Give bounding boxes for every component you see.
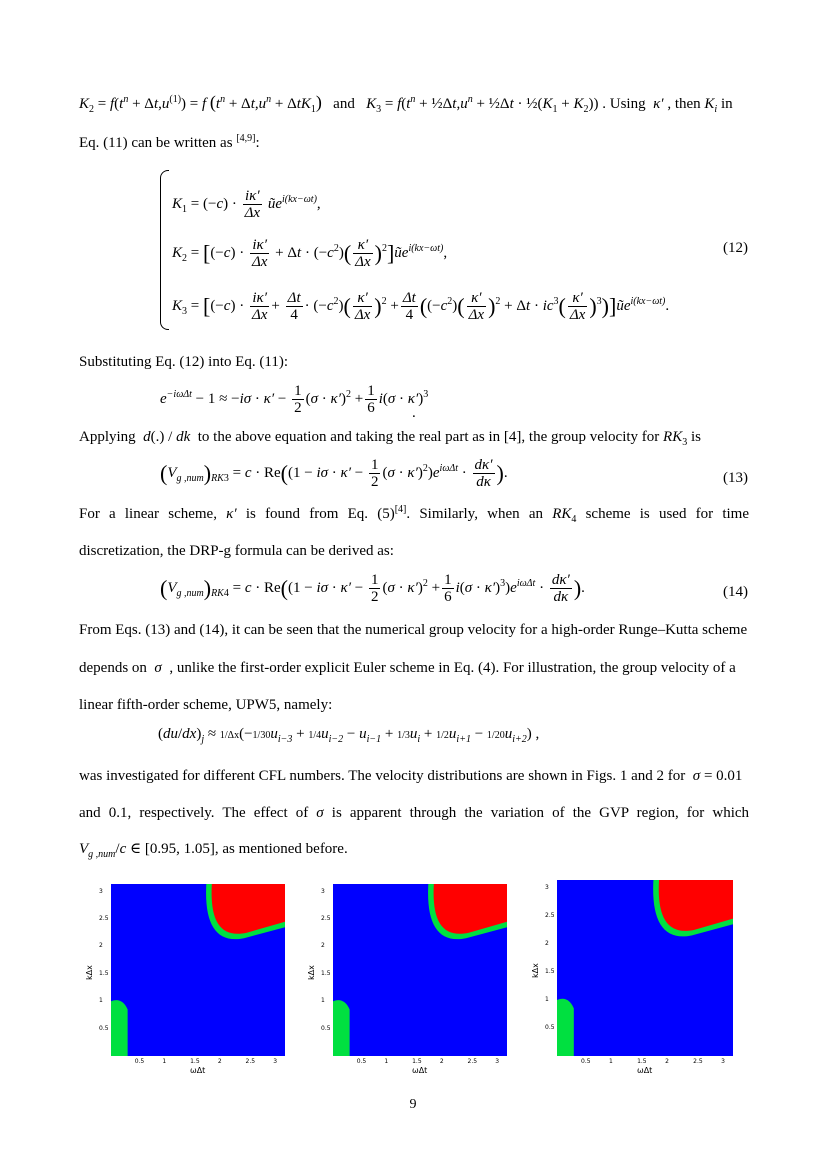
figure-panel-3 (527, 874, 743, 1080)
y-tick-label: 0.5 (99, 1024, 109, 1032)
y-tick-label: 3 (321, 887, 325, 895)
x-tick-label: 2 (665, 1058, 669, 1065)
figure-panel-1 (81, 878, 295, 1080)
contour-plot-3 (557, 880, 733, 1056)
and-text: and (333, 96, 355, 112)
y-tick-label: 0.5 (545, 1023, 555, 1031)
x-tick-label: 2.5 (467, 1058, 478, 1065)
depends-on-text: depends on (79, 660, 147, 676)
equation-substituted: $e^{-i\omega\Delta t} - 1 \approx -i\sigma \cdot \kappa'$ − $\frac{1}{2}$ $(\sigma \cdot \kappa')^2$ + $\frac{1}{6}$ $i(\sigma \cdot \kappa')^3$ (160, 383, 429, 416)
applying-line: Applying d(.) / dk to the above equation and taking the real part as in [4], the group velocity for $RK_3$ is (79, 429, 701, 448)
effect-text-cont: is apparent through the variation of the GVP region, for which (331, 805, 750, 821)
investigated-text: was investigated for different CFL numbers. The velocity distributions are shown in Figs. 1 and 2 for (79, 768, 686, 784)
discretization-line: discretization, the DRP-g formula can be derived as: (79, 543, 394, 559)
low-wavenumber-region (333, 1000, 350, 1056)
y-tick-label: 1.5 (99, 969, 109, 977)
linear-scheme-text: For a linear scheme, (79, 506, 217, 522)
eq11-intro-text: Eq. (11) can be written as (79, 135, 233, 151)
y-tick-label: 2 (545, 939, 549, 947)
in-text: in (720, 96, 733, 112)
x-tick-label: 3 (495, 1058, 500, 1065)
x-tick-label: 1.5 (637, 1058, 647, 1065)
equation-period: . (412, 405, 416, 421)
depends-on-text-cont: , unlike the first-order explicit Euler scheme in Eq. (4). For illustration, the group velocity of a (169, 660, 736, 676)
applying-is: is (690, 429, 701, 445)
k2-k3-definition-line: $K_2 = f(t^n + \Delta t,u^{(1)}) = f$ $(t^n + \Delta t,u^n + \Delta tK_1)$ and $K_3 = f(t^n$ + $\frac{1}{2}\Delta t,u^n$ + ½Δt · $\frac{1}{2}(K_1 + K_2)$) . Using κ′ , then $K_i$ in (79, 92, 733, 115)
y-tick-label: 0.5 (321, 1024, 331, 1032)
equation-12-brace (160, 170, 169, 330)
linear-scheme-text-d: scheme is used for time (585, 506, 750, 522)
equation-14-number: (14) (723, 584, 748, 600)
paragraph-line-6: $V_{g ,num}/c$ ∈ [0.95, 1.05], as mentioned before. (79, 841, 348, 860)
y-axis-label: kΔx (307, 965, 316, 980)
paragraph-line-1: From Eqs. (13) and (14), it can be seen that the numerical group velocity for a high-order Runge–Kutta scheme (79, 622, 748, 638)
citation-4-9: [4,9] (236, 133, 256, 144)
paragraph-line-5: and 0.1, respectively. The effect of σ is apparent through the variation of the GVP region, for which (79, 805, 750, 821)
y-axis-label: kΔx (85, 965, 94, 980)
x-tick-label: 1 (162, 1058, 167, 1065)
x-tick-label: 2 (217, 1058, 222, 1065)
paragraph-line-3: linear fifth-order scheme, UPW5, namely: (79, 697, 333, 713)
equation-13: $(V_{g ,num})_{RK3} = c \cdot Re((1 - i\sigma \cdot \kappa'$ − $\frac{1}{2}$ $(\sigma \cdot \kappa')^2)e^{i\omega\Delta t}$ · $\frac{d\kappa'}{d\kappa}$ ). (160, 457, 508, 490)
x-tick-label: 2.5 (693, 1058, 703, 1065)
y-tick-label: 1.5 (321, 969, 331, 977)
applying-text-cont: to the above equation and taking the real part as in [4], the group velocity for (197, 429, 660, 445)
linear-scheme-text-b: is found from Eq. (5) (245, 506, 395, 522)
paragraph-line-4: was investigated for different CFL numbers. The velocity distributions are shown in Figs. 1 and 2 for σ = 0.01 (79, 768, 743, 784)
x-tick-label: 3 (273, 1058, 278, 1065)
contour-plot-2 (333, 884, 507, 1056)
x-tick-label: 2 (439, 1058, 444, 1065)
low-wavenumber-region (111, 1000, 128, 1056)
colon: : (255, 135, 260, 151)
y-tick-label: 1 (321, 997, 325, 1005)
linear-scheme-line: For a linear scheme, κ′ is found from Eq. (5)[4]. Similarly, when an $RK_4$ scheme is used for time (79, 504, 750, 525)
x-tick-label: 0.5 (581, 1058, 591, 1065)
x-tick-label: 1 (384, 1058, 389, 1065)
y-tick-label: 2 (321, 942, 325, 950)
x-axis-label: ωΔt (190, 1066, 206, 1075)
using-text: . Using (602, 96, 646, 112)
eq11-intro-line (79, 134, 749, 152)
equation-12-k2: $K_2 = [(-c)$ · $\frac{i\kappa'}{\Delta x}$ + $\Delta t \cdot (-c^2)$( $\frac{\kappa'}{\Delta x}$ )$^2]ũe^{i(kx-\omega t)}$, (172, 237, 448, 270)
x-tick-label: 1.5 (412, 1058, 422, 1065)
equation-12-k3: $K_3 = [(-c)$ · $\frac{i\kappa'}{\Delta x}$ + $\frac{\Delta t}{4}$ · $(-c^2)$( $\frac{\kappa'}{\Delta x}$ )$^2$ + $\frac{\Delta t}{4}$ ($(-c^2)$( $\frac{\kappa'}{\Delta x}$ )$^2 + \Delta t \cdot ic^3$( $\frac{\kappa'}{\Delta x}$ )$^3)]ũe^{i(kx-\omega t)}$. (172, 290, 670, 323)
equation-12-number: (12) (723, 240, 748, 256)
y-tick-label: 2.5 (545, 911, 555, 919)
y-tick-label: 3 (99, 887, 103, 895)
figure-panel-2 (303, 878, 517, 1080)
y-tick-label: 1 (99, 997, 103, 1005)
equation-12-k1: $K_1 = (-c)$ · $\frac{i\kappa'}{\Delta x}$ $ũe^{i(kx-\omega t)}$, (172, 188, 321, 221)
applying-text: Applying (79, 429, 136, 445)
x-axis-label: ωΔt (412, 1066, 428, 1075)
y-tick-label: 1.5 (545, 967, 555, 975)
x-tick-label: 1.5 (190, 1058, 200, 1065)
y-axis-label: kΔx (531, 963, 540, 978)
substituting-line: Substituting Eq. (12) into Eq. (11): (79, 354, 289, 370)
x-tick-label: 0.5 (356, 1058, 367, 1065)
then-text: , then (667, 96, 701, 112)
as-mentioned-text: , as mentioned before. (214, 841, 348, 857)
page-number: 9 (409, 1097, 417, 1112)
x-tick-label: 0.5 (134, 1058, 145, 1065)
citation-4: [4] (394, 504, 407, 515)
x-tick-label: 1 (609, 1058, 613, 1065)
contour-plot-1 (111, 884, 285, 1056)
y-tick-label: 1 (545, 995, 549, 1003)
paragraph-line-2: depends on σ , unlike the first-order explicit Euler scheme in Eq. (4). For illustration, the group velocity of a (79, 660, 736, 676)
y-tick-label: 3 (545, 883, 549, 891)
effect-text: and 0.1, respectively. The effect of (79, 805, 309, 821)
y-tick-label: 2 (99, 942, 103, 950)
x-tick-label: 3 (721, 1058, 725, 1065)
equation-14: $(V_{g ,num})_{RK4} = c \cdot Re((1 - i\sigma \cdot \kappa'$ − $\frac{1}{2}$ $(\sigma \cdot \kappa')^2$ + $\frac{1}{6}$ $i(\sigma \cdot \kappa')^3)e^{i\omega\Delta t}$ · $\frac{d\kappa'}{d\kappa}$ ). (160, 572, 585, 605)
x-axis-label: ωΔt (637, 1066, 653, 1075)
x-tick-label: 2.5 (245, 1058, 256, 1065)
equation-upw5: $(du/dx)_j \approx 1/\Delta x(-1/30u_{i-3} + 1/4u_{i-2} - u_{i-1} + 1/3u_i + 1/2u_{i+1} - 1/20u_{i+2})$ , (158, 726, 540, 745)
y-tick-label: 2.5 (99, 915, 109, 923)
y-tick-label: 2.5 (321, 915, 331, 923)
equation-13-number: (13) (723, 470, 748, 486)
linear-scheme-text-c: . Similarly, when an (406, 506, 543, 522)
low-wavenumber-region (557, 999, 574, 1056)
